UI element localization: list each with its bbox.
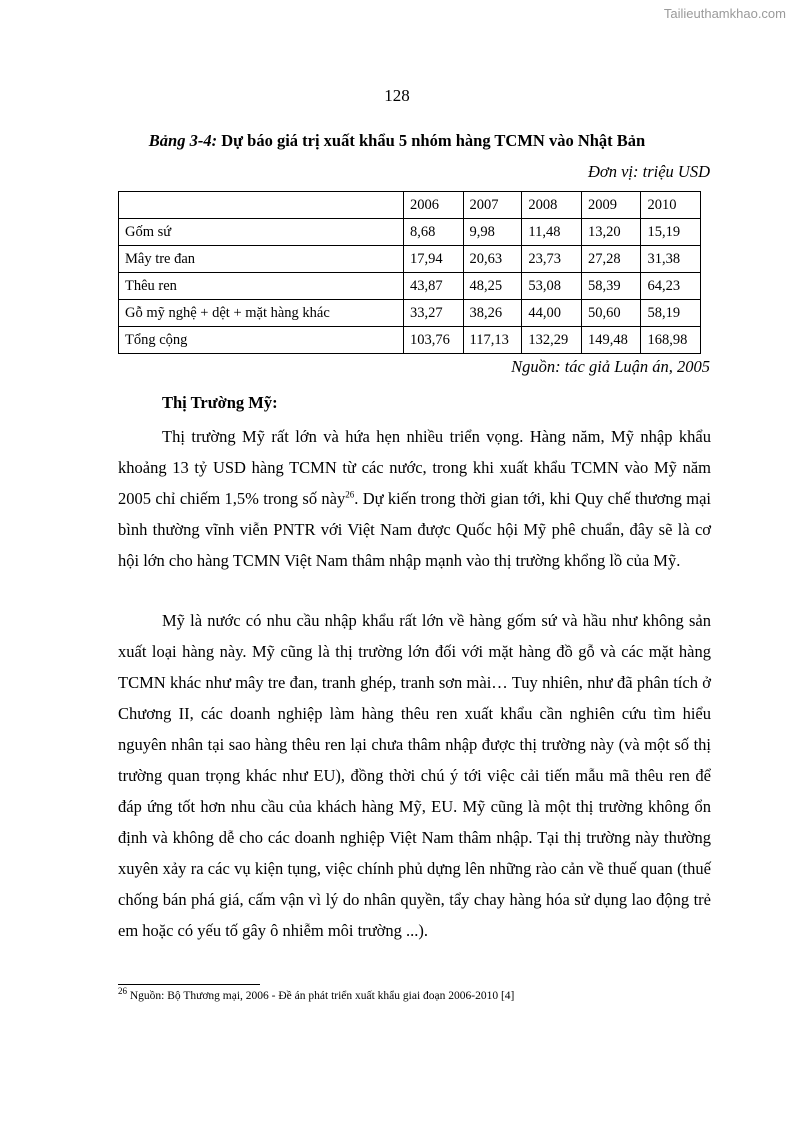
footnote-number: 26 — [118, 986, 127, 997]
row-label: Thêu ren — [119, 273, 404, 300]
table-title-text: Dự báo giá trị xuất khẩu 5 nhóm hàng TCMN vào Nhật Bản — [217, 131, 646, 150]
section-heading: Thị Trường Mỹ: — [162, 393, 278, 412]
table-cell: 58,19 — [641, 300, 701, 327]
table-source: Nguồn: tác giả Luận án, 2005 — [511, 357, 710, 376]
table-cell: 168,98 — [641, 327, 701, 354]
paragraph-1-text: Thị trường Mỹ rất lớn và hứa hẹn nhiều triển vọng. Hàng năm, Mỹ nhập khẩu khoảng 13 tỷ USD hàng TCMN từ các nước, trong khi xuất khẩu TCMN vào Mỹ năm 2005 chỉ chiếm 1,5% trong số này — [118, 427, 711, 508]
row-label: Gỗ mỹ nghệ + dệt + mặt hàng khác — [119, 300, 404, 327]
watermark: Tailieuthamkhao.com — [663, 6, 786, 21]
table-row — [119, 273, 701, 300]
table-title — [0, 131, 794, 151]
paragraph-1-text-cont: . Dự kiến trong thời gian tới, khi Quy chế thương mại bình thường vĩnh viễn PNTR với Việt Nam được Quốc hội Mỹ phê chuẩn, đây sẽ là cơ hội lớn cho hàng TCMN Việt Nam thâm nhập mạnh vào thị trường khổng lồ của Mỹ. — [118, 489, 711, 570]
table-cell: 38,26 — [463, 300, 522, 327]
table-cell: 9,98 — [463, 219, 522, 246]
table-cell: 48,25 — [463, 273, 522, 300]
table-cell: 58,39 — [581, 273, 641, 300]
header-cell: 2008 — [522, 192, 582, 219]
table-cell: 50,60 — [581, 300, 641, 327]
row-label: Tổng cộng — [119, 327, 404, 354]
table-cell: 33,27 — [404, 300, 464, 327]
table-cell: 132,29 — [522, 327, 582, 354]
header-cell: 2010 — [641, 192, 701, 219]
table-cell: 15,19 — [641, 219, 701, 246]
footnote-divider — [118, 984, 260, 985]
header-cell: 2006 — [404, 192, 464, 219]
header-cell: 2007 — [463, 192, 522, 219]
page-number: 128 — [384, 86, 410, 105]
table-cell: 27,28 — [581, 246, 641, 273]
footnote-text: Nguồn: Bộ Thương mại, 2006 - Đề án phát triển xuất khẩu giai đoạn 2006-2010 [4] — [127, 990, 515, 1002]
table-cell: 13,20 — [581, 219, 641, 246]
header-cell: 2009 — [581, 192, 641, 219]
table-cell: 11,48 — [522, 219, 582, 246]
table-cell: 64,23 — [641, 273, 701, 300]
table-cell: 53,08 — [522, 273, 582, 300]
table-row — [119, 300, 701, 327]
table-cell: 23,73 — [522, 246, 582, 273]
table-cell: 44,00 — [522, 300, 582, 327]
table-cell: 20,63 — [463, 246, 522, 273]
export-forecast-table — [118, 191, 701, 354]
row-label: Mây tre đan — [119, 246, 404, 273]
footnote-ref[interactable]: 26 — [345, 489, 355, 500]
footnote — [118, 986, 515, 1002]
table-cell: 17,94 — [404, 246, 464, 273]
table-cell: 8,68 — [404, 219, 464, 246]
table-cell: 31,38 — [641, 246, 701, 273]
paragraph-1 — [118, 421, 711, 576]
table-row — [119, 219, 701, 246]
table-row — [119, 246, 701, 273]
table-cell: 149,48 — [581, 327, 641, 354]
table-title-label: Bảng 3-4: — [148, 131, 218, 150]
header-cell — [119, 192, 404, 219]
table-row-total — [119, 327, 701, 354]
paragraph-2: Mỹ là nước có nhu cầu nhập khẩu rất lớn về hàng gốm sứ và hầu như không sản xuất loại hàng này. Mỹ cũng là thị trường lớn đối với mặt hàng đồ gỗ và các mặt hàng TCMN khác như mây tre đan, tranh ghép, tranh sơn mài… Tuy nhiên, như đã phân tích ở Chương II, các doanh nghiệp làm hàng thêu ren xuất khẩu cần nghiên cứu tìm hiểu nguyên nhân tại sao hàng thêu ren lại chưa thâm nhập được thị trường này (và một số thị trường quan trọng khác như EU), đồng thời chú ý tới việc cải tiến mẫu mã thêu ren để đáp ứng tốt hơn nhu cầu của khách hàng Mỹ, EU. Mỹ cũng là một thị trường không ổn định và không dễ cho các doanh nghiệp Việt Nam thâm nhập. Tại thị trường này thường xuyên xảy ra các vụ kiện tụng, việc chính phủ dựng lên những rào cản về thuế quan (thuế chống bán phá giá, cấm vận vì lý do nhân quyền, tẩy chay hàng hóa sử dụng lao động trẻ em hoặc có yếu tố gây ô nhiễm môi trường ...). — [118, 611, 711, 940]
table-cell: 43,87 — [404, 273, 464, 300]
table-cell: 117,13 — [463, 327, 522, 354]
table-unit: Đơn vị: triệu USD — [588, 162, 710, 181]
table-cell: 103,76 — [404, 327, 464, 354]
table-header-row — [119, 192, 701, 219]
row-label: Gốm sứ — [119, 219, 404, 246]
